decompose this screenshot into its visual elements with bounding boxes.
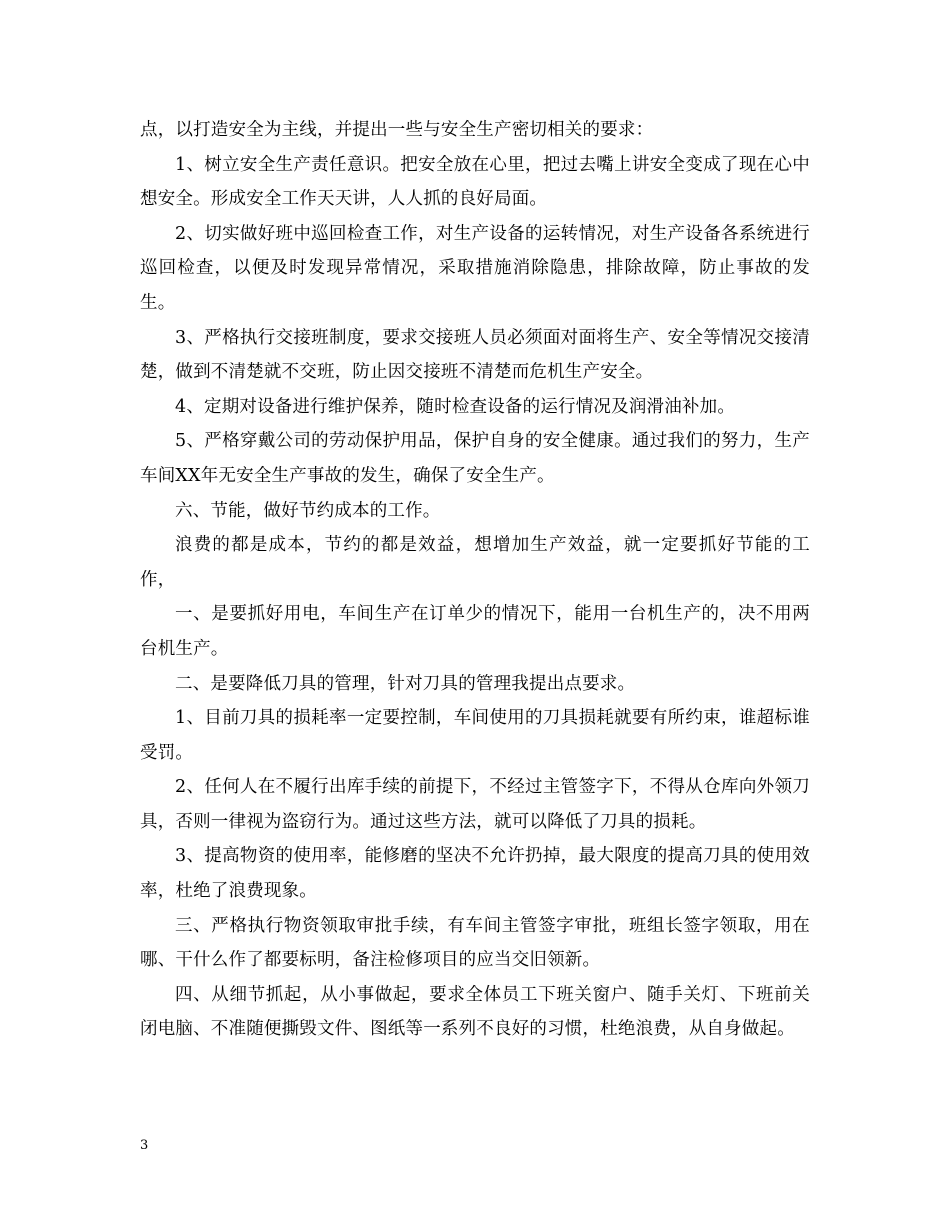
paragraph: 5、严格穿戴公司的劳动保护用品，保护自身的安全健康。通过我们的努力，生产车间XX年无安全生产事故的发生，确保了安全生产。 <box>140 431 810 486</box>
body-text <box>140 113 810 1047</box>
paragraph: 二、是要降低刀具的管理，针对刀具的管理我提出点要求。 <box>175 673 636 694</box>
paragraph: 4、定期对设备进行维护保养，随时检查设备的运行情况及润滑油补加。 <box>175 396 736 417</box>
paragraph: 2、任何人在不履行出库手续的前提下，不经过主管签字下，不得从仓库向外领刀具，否则一律视为盗窃行为。通过这些方法，就可以降低了刀具的损耗。 <box>140 777 810 832</box>
page-number: 3 <box>140 1138 149 1153</box>
paragraph: 浪费的都是成本，节约的都是效益，想增加生产效益，就一定要抓好节能的工作， <box>140 535 810 590</box>
paragraph: 3、提高物资的使用率，能修磨的坚决不允许扔掉，最大限度的提高刀具的使用效率，杜绝了浪费现象。 <box>140 846 810 902</box>
paragraph: 2、切实做好班中巡回检查工作，对生产设备的运转情况，对生产设备各系统进行巡回检查，以便及时发现异常情况，采取措施消除隐患，排除故障，防止事故的发生。 <box>140 223 810 313</box>
paragraph: 四、从细节抓起，从小事做起，要求全体员工下班关窗户、随手关灯、下班前关闭电脑、不准随便撕毁文件、图纸等一系列不良好的习惯，杜绝浪费，从自身做起。 <box>140 984 810 1040</box>
paragraph: 3、严格执行交接班制度，要求交接班人员必须面对面将生产、安全等情况交接清楚，做到不清楚就不交班，防止因交接班不清楚而危机生产安全。 <box>140 327 810 383</box>
paragraph: 1、目前刀具的损耗率一定要控制，车间使用的刀具损耗就要有所约束，谁超标谁受罚。 <box>140 708 810 763</box>
paragraph: 1、树立安全生产责任意识。把安全放在心里，把过去嘴上讲安全变成了现在心中想安全。形成安全工作天天讲，人人抓的良好局面。 <box>140 154 810 210</box>
paragraph: 点，以打造安全为主线，并提出一些与安全生产密切相关的要求： <box>140 120 654 140</box>
paragraph: 六、节能，做好节约成本的工作。 <box>175 500 441 521</box>
paragraph: 一、是要抓好用电，车间生产在订单少的情况下，能用一台机生产的，决不用两台机生产。 <box>140 604 810 659</box>
paragraph: 三、严格执行物资领取审批手续，有车间主管签字审批，班组长签字领取，用在哪、干什么作了都要标明，备注检修项目的应当交旧领新。 <box>140 915 810 971</box>
